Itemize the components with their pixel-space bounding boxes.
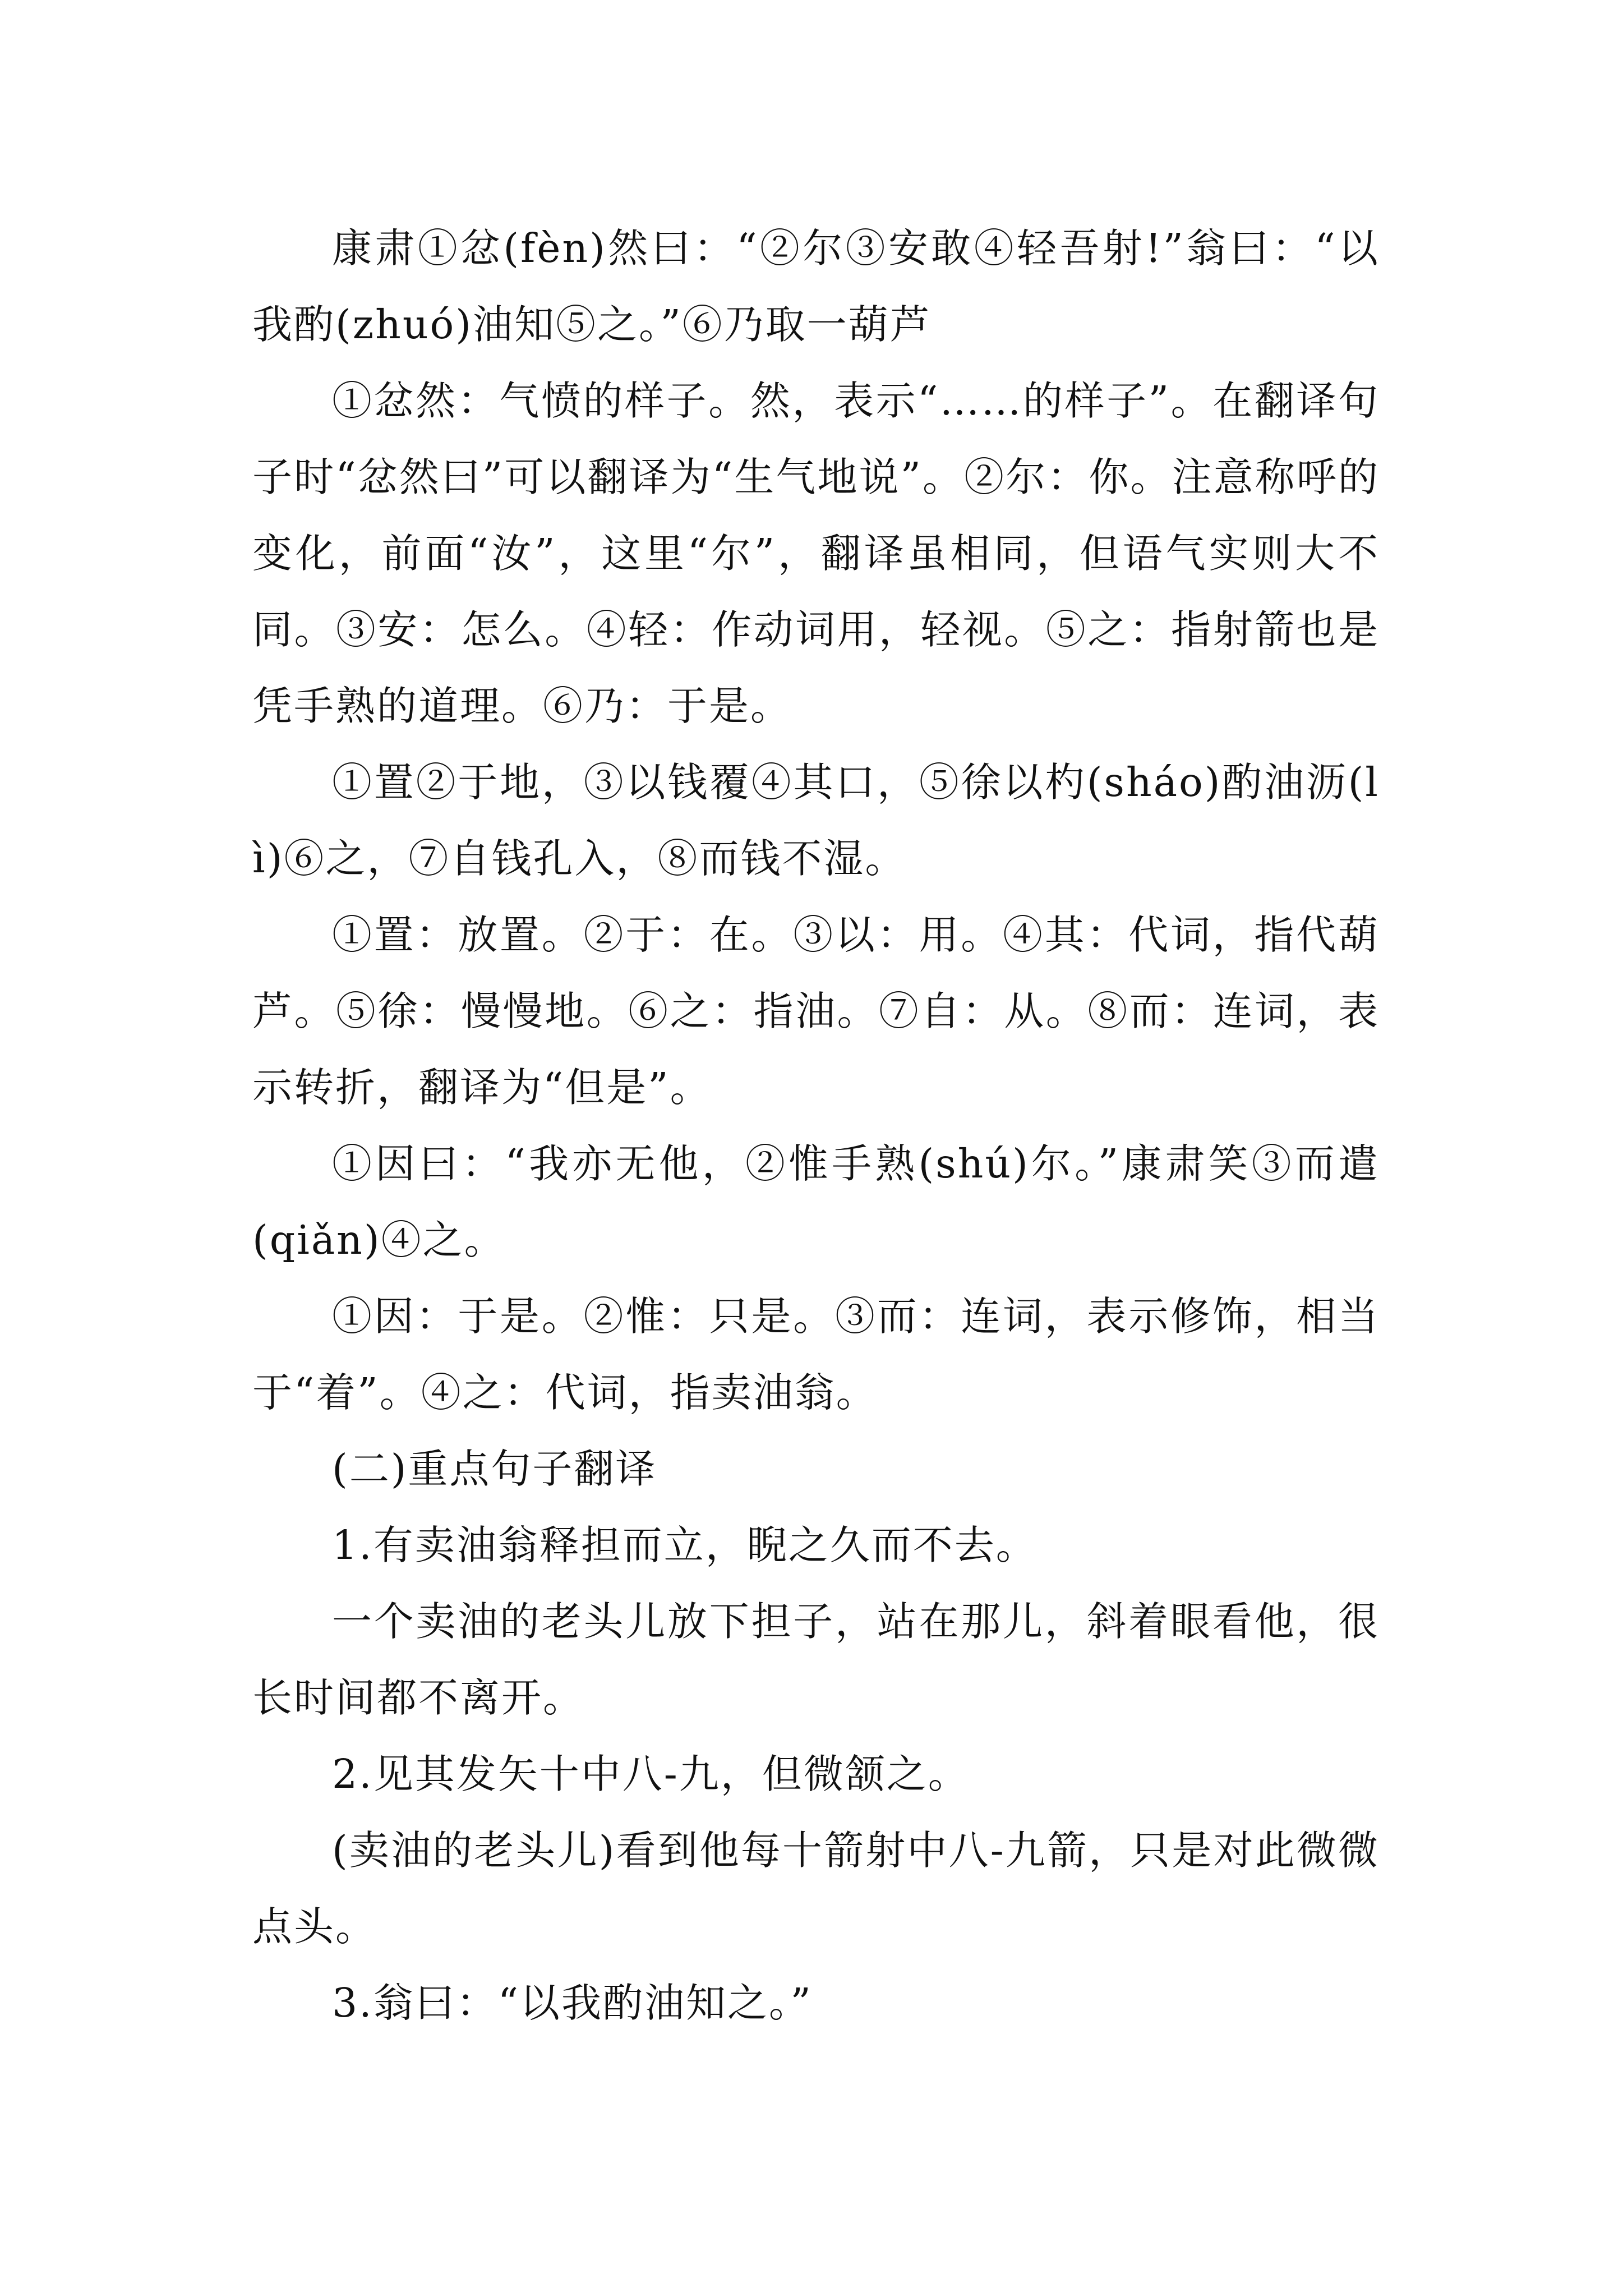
document-body [252,210,1380,2041]
translation-2: (卖油的老头儿)看到他每十箭射中八-九箭，只是对此微微点头。 [252,1827,1380,1950]
paragraph-annotation-2: ①置：放置。②于：在。③以：用。④其：代词，指代葫芦。⑤徐：慢慢地。⑥之：指油。⑦自：从。⑧而：连词，表示转折，翻译为“但是”。 [252,912,1380,1111]
paragraph-annotation-3: ①因：于是。②惟：只是。③而：连词，表示修饰，相当于“着”。④之：代词，指卖油翁。 [252,1293,1380,1416]
sentence-3: 3.翁曰：“以我酌油知之。” [332,1980,813,2026]
paragraph-original-text-3: ①因曰：“我亦无他，②惟手熟(shú)尔。”康肃笑③而遣(qiǎn)④之。 [252,1140,1380,1263]
paragraph-annotation-1: ①忿然：气愤的样子。然，表示“……的样子”。在翻译句子时“忿然曰”可以翻译为“生气地说”。②尔：你。注意称呼的变化，前面“汝”，这里“尔”，翻译虽相同，但语气实则大不同。③安：怎么。④轻：作动词用，轻视。⑤之：指射箭也是凭手熟的道理。⑥乃：于是。 [252,378,1380,729]
sentence-2: 2.见其发矢十中八-九，但微颔之。 [332,1751,970,1797]
section-heading: (二)重点句子翻译 [332,1446,657,1492]
paragraph-original-text-1: 康肃①忿(fèn)然曰：“②尔③安敢④轻吾射!”翁曰：“以我酌(zhuó)油知⑤之。”⑥乃取一葫芦 [252,225,1380,348]
paragraph-original-text-2: ①置②于地，③以钱覆④其口，⑤徐以杓(sháo)酌油沥(lì)⑥之，⑦自钱孔入，⑧而钱不湿。 [252,759,1380,882]
translation-1: 一个卖油的老头儿放下担子，站在那儿，斜着眼看他，很长时间都不离开。 [252,1598,1380,1721]
sentence-1: 1.有卖油翁释担而立，睨之久而不去。 [332,1522,1038,1568]
